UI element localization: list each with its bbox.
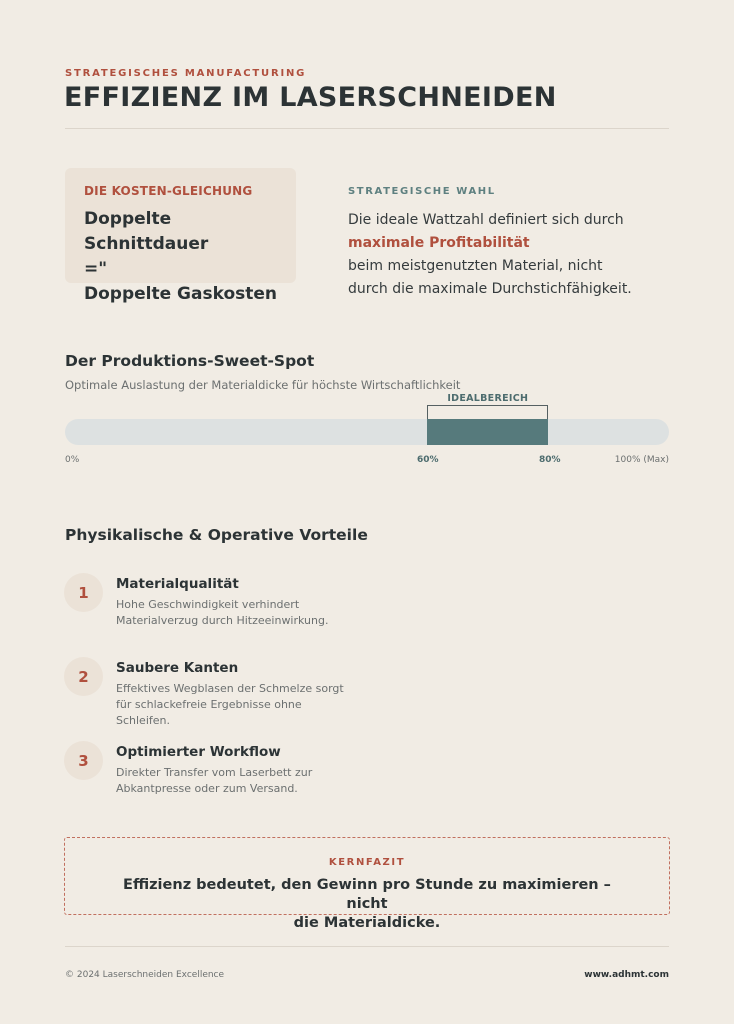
advantage-desc-1 xyxy=(116,597,356,629)
advantage-title-3: Optimierter Workflow xyxy=(116,744,281,760)
advantage-title-1: Materialqualität xyxy=(116,576,239,592)
advantage-desc-3-line-1: Direkter Transfer vom Laserbett zur xyxy=(116,766,313,779)
cost-equation-card xyxy=(65,168,296,304)
cost-equation-line-2: =" xyxy=(84,259,108,279)
strategy-label: STRATEGISCHE WAHL xyxy=(348,186,496,197)
advantage-desc-3-line-2: Abkantpresse oder zum Versand. xyxy=(116,782,298,795)
strategy-line-4: durch die maximale Durchstichfähigkeit. xyxy=(348,281,632,297)
footer-divider xyxy=(65,946,669,947)
conclusion-line-2: die Materialdicke. xyxy=(293,915,441,931)
strategy-line-3: beim meistgenutzten Material, nicht xyxy=(348,258,603,274)
sweet-spot-title: Der Produktions-Sweet-Spot xyxy=(65,352,315,370)
page-title: EFFIZIENZ IM LASERSCHNEIDEN xyxy=(64,82,557,113)
strategy-highlight: maximale Profitabilität xyxy=(348,235,530,251)
cost-equation-label: DIE KOSTEN-GLEICHUNG xyxy=(84,184,253,198)
tick-80: 80% xyxy=(539,455,561,465)
conclusion-box xyxy=(64,837,670,931)
advantage-number-2: 2 xyxy=(64,657,103,696)
header-divider xyxy=(65,128,669,129)
advantage-number-3: 3 xyxy=(64,741,103,780)
ideal-range-label: IDEALBEREICH xyxy=(447,393,529,404)
footer-link[interactable]: www.adhmt.com xyxy=(584,970,669,980)
tick-0: 0% xyxy=(65,455,80,465)
conclusion-text xyxy=(105,876,629,933)
advantage-desc-1-line-2: Materialverzug durch Hitzeeinwirkung. xyxy=(116,614,329,627)
cost-equation-text xyxy=(84,207,296,307)
tick-100: 100% (Max) xyxy=(614,455,669,465)
advantages-title: Physikalische & Operative Vorteile xyxy=(65,526,368,544)
ideal-range-fill xyxy=(427,419,548,445)
sweet-spot-subtitle: Optimale Auslastung der Materialdicke für höchste Wirtschaftlichkeit xyxy=(65,378,461,392)
conclusion-line-1: Effizienz bedeutet, den Gewinn pro Stunde zu maximieren – nicht xyxy=(123,877,611,912)
tick-60: 60% xyxy=(417,455,439,465)
advantage-desc-2-line-2: für schlackefreie Ergebnisse ohne Schleifen. xyxy=(116,698,302,727)
sweet-spot-track xyxy=(65,419,669,445)
strategy-line-1: Die ideale Wattzahl definiert sich durch xyxy=(348,212,624,228)
cost-equation-line-1: Doppelte Schnittdauer xyxy=(84,209,209,254)
advantage-desc-2-line-1: Effektives Wegblasen der Schmelze sorgt xyxy=(116,682,344,695)
page-kicker: STRATEGISCHES MANUFACTURING xyxy=(65,68,307,79)
cost-equation-line-3: Doppelte Gaskosten xyxy=(84,284,278,304)
conclusion-label: KERNFAZIT xyxy=(328,857,406,868)
advantage-desc-1-line-1: Hohe Geschwindigkeit verhindert xyxy=(116,598,300,611)
advantage-title-2: Saubere Kanten xyxy=(116,660,239,676)
ideal-range-bracket xyxy=(427,405,548,420)
footer-copyright: © 2024 Laserschneiden Excellence xyxy=(65,970,225,980)
advantage-number-1: 1 xyxy=(64,573,103,612)
advantage-desc-3 xyxy=(116,765,356,797)
strategy-text xyxy=(348,209,648,301)
advantage-desc-2 xyxy=(116,681,356,729)
